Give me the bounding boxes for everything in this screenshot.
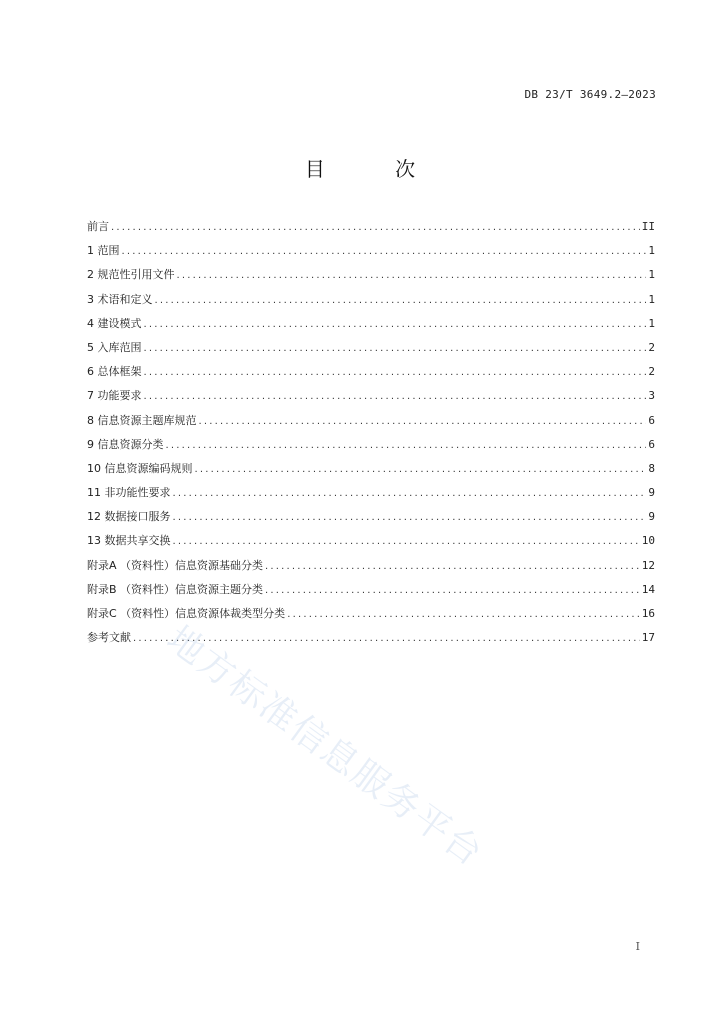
toc-dot-leader [144,341,647,357]
toc-entry-label: 5 入库范围 [87,340,142,354]
document-code: DB 23/T 3649.2—2023 [524,88,656,101]
toc-entry-label: 附录C （资料性）信息资源体裁类型分类 [87,607,286,620]
toc-entry-label: 3 术语和定义 [87,292,153,306]
toc-entry-foreword[interactable] [87,219,655,243]
toc-entry-page: 17 [641,631,655,645]
toc-entry-label: 11 非功能性要求 [87,486,171,500]
toc-entry-page: 1 [648,268,655,282]
toc-entry-page: 6 [648,437,655,451]
toc-dot-leader [111,220,640,236]
toc-dot-leader [144,365,647,381]
toc-entry-label: 12 数据接口服务 [87,510,171,524]
toc-entry-page: 9 [648,510,655,524]
page-number: I [635,940,640,953]
toc-entry-normative-references[interactable] [87,267,655,291]
toc-dot-leader [173,486,647,502]
toc-dot-leader [144,389,647,405]
toc-entry-non-functional-requirements[interactable] [87,485,655,509]
toc-entry-construction-mode[interactable] [87,316,655,340]
toc-entry-label: 7 功能要求 [87,389,142,403]
toc-entry-page: 2 [648,340,655,354]
toc-entry-scope[interactable] [87,243,655,267]
toc-entry-theme-library-spec[interactable] [87,413,655,437]
toc-entry-label: 10 信息资源编码规则 [87,461,193,475]
watermark: 地方标准信息服务平台 [159,618,491,876]
toc-entry-page: II [641,220,655,233]
toc-entry-label: 13 数据共享交换 [87,534,171,548]
toc-entry-label: 附录B （资料性）信息资源主题分类 [87,582,264,596]
toc-entry-overall-framework[interactable] [87,364,655,388]
toc-dot-leader [195,462,647,478]
toc-entry-label: 4 建设模式 [87,316,142,330]
toc-entry-label: 前言 [87,220,109,233]
toc-entry-label: 2 规范性引用文件 [87,268,175,282]
toc-entry-page: 2 [648,365,655,379]
toc-entry-page: 8 [648,461,655,475]
table-of-contents [87,219,655,654]
toc-entry-functional-requirements[interactable] [87,388,655,412]
toc-title: 目 次 [304,157,448,181]
toc-entry-page: 14 [641,582,655,596]
toc-entry-label: 1 范围 [87,244,120,258]
toc-entry-label: 9 信息资源分类 [87,437,164,451]
toc-entry-page: 3 [648,389,655,403]
toc-entry-data-sharing-exchange[interactable] [87,533,655,557]
toc-dot-leader [173,534,640,550]
toc-dot-leader [173,510,647,526]
toc-entry-page: 1 [648,316,655,330]
toc-entry-label: 8 信息资源主题库规范 [87,413,197,427]
toc-entry-storage-scope[interactable] [87,340,655,364]
toc-entry-page: 1 [648,292,655,306]
toc-dot-leader [265,559,640,575]
toc-entry-label: 附录A （资料性）信息资源基础分类 [87,558,264,572]
toc-dot-leader [122,244,647,260]
toc-entry-page: 16 [641,607,655,620]
toc-dot-leader [287,607,640,623]
toc-entry-terms-definitions[interactable] [87,292,655,316]
toc-dot-leader [166,438,647,454]
toc-entry-appendix-b[interactable] [87,582,655,606]
toc-entry-coding-rules[interactable] [87,461,655,485]
toc-entry-page: 12 [641,558,655,572]
toc-entry-appendix-a[interactable] [87,558,655,582]
toc-entry-page: 6 [648,413,655,427]
toc-entry-page: 9 [648,486,655,500]
toc-entry-label: 6 总体框架 [87,365,142,379]
toc-entry-appendix-c[interactable] [87,606,655,630]
toc-entry-data-interface-service[interactable] [87,509,655,533]
toc-dot-leader [155,293,647,309]
toc-dot-leader [133,631,640,647]
toc-entry-bibliography[interactable] [87,630,655,654]
toc-dot-leader [144,317,647,333]
toc-dot-leader [265,583,640,599]
toc-dot-leader [199,414,647,430]
toc-entry-page: 10 [641,534,655,548]
toc-entry-resource-classification[interactable] [87,437,655,461]
toc-entry-page: 1 [648,244,655,258]
toc-dot-leader [177,268,647,284]
toc-entry-label: 参考文献 [87,631,131,645]
